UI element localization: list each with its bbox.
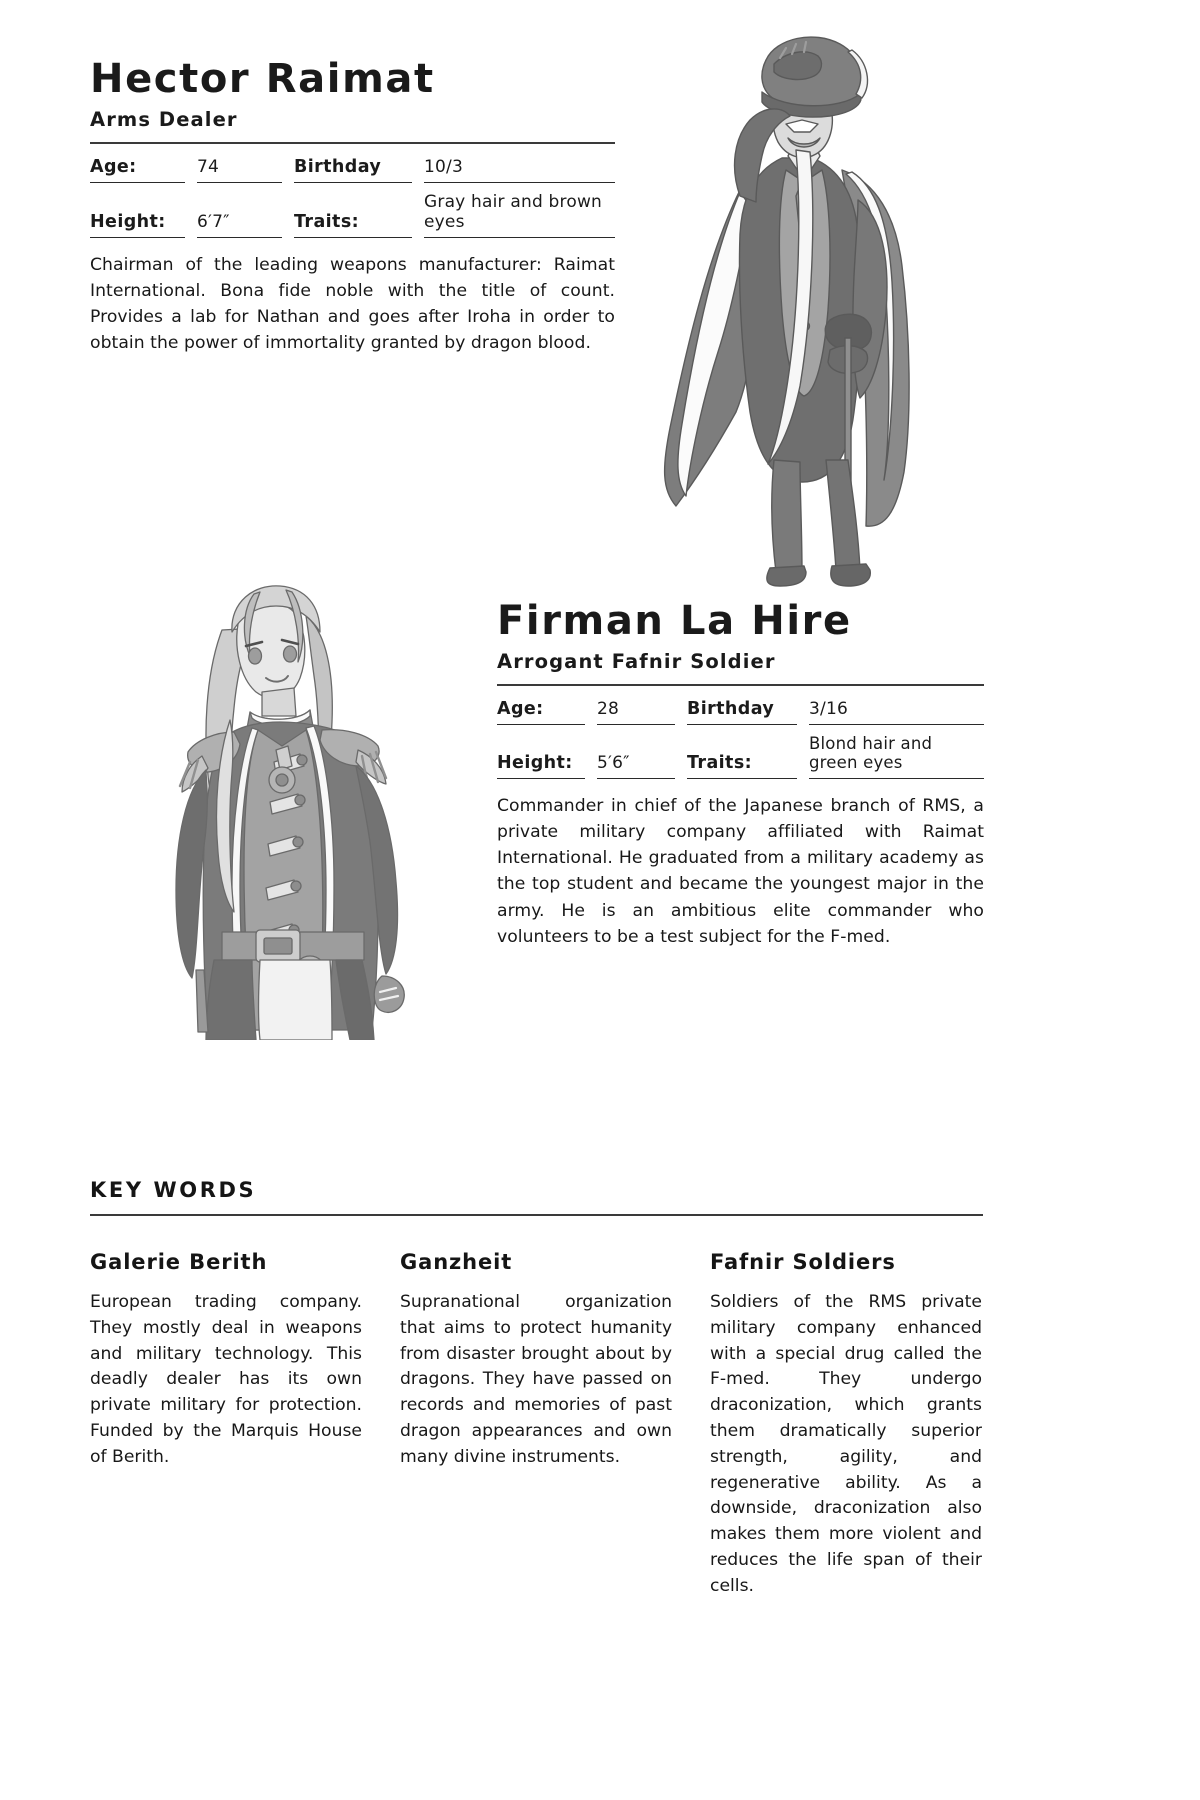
traits-label: Traits:: [687, 744, 797, 779]
key-word-term: Galerie Berith: [90, 1250, 268, 1274]
key-word-term: Fafnir Soldiers: [710, 1250, 896, 1274]
spacer: [412, 183, 424, 238]
stats-table: [497, 690, 984, 779]
character-role: Arrogant Fafnir Soldier: [497, 650, 776, 673]
character-bio: Commander in chief of the Japanese branch of RMS, a private military company affiliated with Raimat International. He graduated from a military academy as the top student and became the youngest major in the army. He is an ambitious elite commander who volunteers to be a test subject for the F-med.: [497, 795, 984, 947]
character-name: Firman La Hire: [497, 598, 852, 644]
spacer: [282, 148, 294, 183]
spacer: [282, 183, 294, 238]
key-word-entry-ganzheit: [400, 1250, 672, 1600]
spacer: [185, 183, 197, 238]
character-illustration-hector-raimat: [590, 20, 990, 590]
key-word-term: Ganzheit: [400, 1250, 513, 1274]
height-value: 5′6″: [597, 744, 675, 779]
traits-value: Blond hair and green eyes: [809, 725, 984, 779]
character-block-hector-raimat: [90, 58, 615, 357]
key-words-title: KEY WORDS: [90, 1178, 257, 1202]
spacer: [185, 148, 197, 183]
traits-value: Gray hair and brown eyes: [424, 183, 615, 238]
age-label: Age:: [90, 148, 185, 183]
birthday-value: 10/3: [424, 148, 615, 183]
key-word-entry-fafnir-soldiers: [710, 1250, 982, 1600]
birthday-label: Birthday: [294, 148, 412, 183]
key-words-divider: [90, 1214, 983, 1216]
spacer: [412, 148, 424, 183]
spacer: [675, 725, 687, 779]
spacer: [797, 690, 809, 725]
height-value: 6′7″: [197, 203, 282, 238]
age-label: Age:: [497, 690, 585, 725]
character-illustration-firman-la-hire: [110, 540, 490, 1040]
key-word-description: Supranational organization that aims to protect humanity from disaster brought about by dragons. They have passed on records and memories of past dragon appearances and own many divine instruments.: [400, 1292, 672, 1467]
character-block-firman-la-hire: [497, 600, 984, 950]
birthday-value: 3/16: [809, 690, 984, 725]
key-word-description: Soldiers of the RMS private military company enhanced with a special drug called the F-med. They undergo draconization, which grants them dramatically superior strength, agility, and regenerative ability. As a downside, draconization also makes them more violent and reduces the life span of their cells.: [710, 1292, 982, 1596]
age-value: 74: [197, 148, 282, 183]
stats-row-height-traits: [497, 725, 984, 779]
spacer: [585, 690, 597, 725]
stats-row-height-traits: [90, 183, 615, 238]
character-role: Arms Dealer: [90, 108, 238, 131]
stats-row-age-birthday: [497, 690, 984, 725]
birthday-label: Birthday: [687, 690, 797, 725]
age-value: 28: [597, 690, 675, 725]
character-name: Hector Raimat: [90, 56, 435, 102]
key-words-columns: [90, 1250, 983, 1600]
key-words-section: [90, 1178, 983, 1600]
height-label: Height:: [90, 203, 185, 238]
section-divider: [90, 142, 615, 144]
height-label: Height:: [497, 744, 585, 779]
spacer: [585, 725, 597, 779]
key-word-description: European trading company. They mostly deal in weapons and military technology. This deadly dealer has its own private military for protection. Funded by the Marquis House of Berith.: [90, 1292, 362, 1467]
spacer: [675, 690, 687, 725]
stats-table: [90, 148, 615, 238]
traits-label: Traits:: [294, 203, 412, 238]
stats-row-age-birthday: [90, 148, 615, 183]
key-word-entry-galerie-berith: [90, 1250, 362, 1600]
spacer: [797, 725, 809, 779]
character-bio: Chairman of the leading weapons manufacturer: Raimat International. Bona fide noble with the title of count. Provides a lab for Nathan and goes after Iroha in order to obtain the power of immortality granted by dragon blood.: [90, 255, 615, 354]
section-divider: [497, 684, 984, 686]
